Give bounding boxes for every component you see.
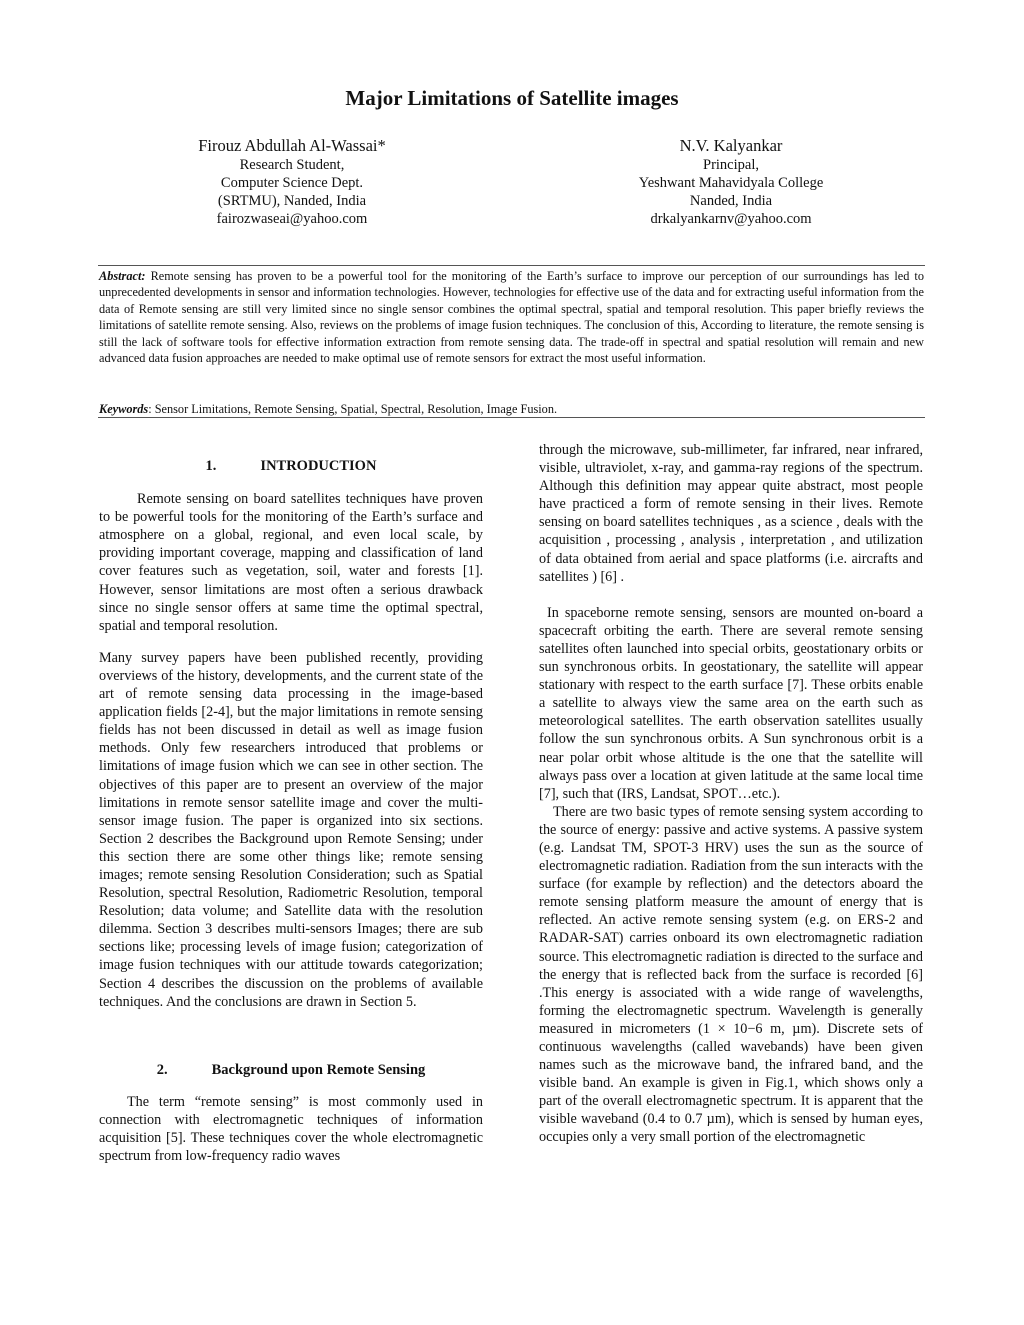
author-email: fairozwaseai@yahoo.com xyxy=(216,211,368,227)
paragraph: The term “remote sensing” is most commonly used in connection with electromagnetic techniques of information acquisition [5]. These techniques cover the whole electromagnetic spectrum from low-frequency radio waves xyxy=(99,1093,483,1165)
author-affiliation-line: Computer Science Dept. xyxy=(220,175,364,191)
section-heading-1 xyxy=(99,457,483,475)
section-heading-2 xyxy=(99,1061,483,1079)
paragraph: Many survey papers have been published recently, providing overviews of the history, developments, and the current state of the art of remote sensing data processing in the image-based application fields [2-4], but the major limitations in remote sensing fields has not been discussed in detail as well as image fusion methods. Only few researchers introduced that problems or limitations of image fusion which we can see in other section. The objectives of this paper are to present an overview of the major limitations in remote sensor satellite image and cover the multi-sensor image fusion. The paper is organized into six sections. Section 2 describes the Background upon Remote Sensing; under this section there are some other things like; remote sensing images; remote sensing Resolution Consideration; such as Spatial Resolution, spectral Resolution, Radiometric Resolution, temporal Resolution; data volume; and Satellite data with the resolution dilemma. Section 3 describes multi-sensors Images; there are sub sections like; processing levels of image fusion; categorization of image fusion techniques with our attitude towards categorization; Section 4 describes the discussion on the problems of available techniques. And the conclusions are drawn in Section 5. xyxy=(99,649,483,1010)
keywords xyxy=(99,401,924,417)
author-block-1 xyxy=(132,136,452,228)
paper-title: Major Limitations of Satellite images xyxy=(345,86,679,110)
section-number: 2. xyxy=(156,1061,168,1078)
author-name: N.V. Kalyankar xyxy=(679,136,783,155)
abstract-text: Remote sensing has proven to be a powerful tool for the monitoring of the Earth’s surface to improve our perception of our surroundings has led to unprecedented developments in sensor and information technologies. However, technologies for effective use of the data and for extracting useful information from the data of Remote sensing are still very limited since no single sensor combines the optimal spectral, spatial and temporal resolution. This paper briefly reviews the limitations of satellite remote sensing. Also, reviews on the problems of image fusion techniques. The conclusion of this, According to literature, the remote sensing is still the lack of software tools for effective information extraction from remote sensing data. The trade-off in spectral and spatial resolution will remain and new advanced data fusion approaches are needed to make optimal use of remote sensors for extract the most useful information. xyxy=(99,269,924,366)
author-affiliation-line: Research Student, xyxy=(239,157,345,173)
section-number: 1. xyxy=(205,458,217,474)
author-affiliation-line: Nanded, India xyxy=(689,193,773,209)
keywords-text: : Sensor Limitations, Remote Sensing, Spatial, Spectral, Resolution, Image Fusion. xyxy=(148,402,558,416)
section-title: INTRODUCTION xyxy=(260,458,377,474)
author-affiliation-line: Yeshwant Mahavidyala College xyxy=(638,175,824,191)
author-email: drkalyankarnv@yahoo.com xyxy=(650,211,812,227)
abstract-top-rule xyxy=(98,265,925,266)
paragraph: There are two basic types of remote sensing system according to the source of energy: passive and active systems. A passive system (e.g. Landsat TM, SPOT-3 HRV) uses the sun as the source of electromagnetic radiation. Radiation from the sun interacts with the surface (for example by reflection) and the detectors aboard the remote sensing platform measure the amount of energy that is reflected. An active remote sensing system (e.g. on ERS-2 and RADAR-SAT) carries onboard its own electromagnetic radiation source. This electromagnetic radiation is directed to the surface and the energy that is reflected back from the surface is recorded [6] .This energy is associated with a wide range of wavelengths, forming the electromagnetic spectrum. Wavelength is generally measured in micrometers (1 × 10−6 m, µm). Discrete sets of continuous wavelengths (called wavebands) have been given names such as the microwave band, the infrared band, and the visible band. An example is given in Fig.1, which shows only a part of the overall electromagnetic spectrum. It is apparent that the visible waveband (0.4 to 0.7 µm), which is sensed by human eyes, occupies only a very small portion of the electromagnetic xyxy=(539,803,923,1146)
abstract-bottom-rule xyxy=(98,417,925,418)
right-column xyxy=(539,441,923,1147)
left-column xyxy=(99,457,483,1165)
keywords-label: Keywords xyxy=(99,402,149,416)
author-affiliation-line: (SRTMU), Nanded, India xyxy=(217,193,367,209)
author-name: Firouz Abdullah Al-Wassai* xyxy=(198,136,386,155)
author-affiliation-line: Principal, xyxy=(703,157,759,173)
section-title: Background upon Remote Sensing xyxy=(211,1061,426,1078)
paragraph: through the microwave, sub-millimeter, far infrared, near infrared, visible, ultraviolet, x-ray, and gamma-ray regions of the spectrum. Although this definition may appear quite abstract, most people have practiced a form of remote sensing in their lives. Remote sensing on board satellites techniques , as a science , deals with the acquisition , processing , analysis , interpretation , and utilization of data obtained from aerial and space platforms (i.e. aircrafts and satellites ) [6] . xyxy=(539,442,923,585)
abstract-label: Abstract: xyxy=(99,269,146,283)
paragraph: In spaceborne remote sensing, sensors are mounted on-board a spacecraft orbiting the earth. There are several remote sensing satellites often launched into special orbits, geostationary orbits or sun synchronous orbits. In geostationary, the satellite will appear stationary with respect to the earth surface [7]. These orbits enable a satellite to always view the same area on the earth such as meteorological satellites. The earth observation satellites usually follow the sun synchronous orbits. A Sun synchronous orbit is a near polar orbit whose altitude is the one that the satellite will always pass over a location at given latitude at the same local time [7], such that (IRS, Landsat, SPOT…etc.). xyxy=(539,604,923,802)
author-block-2 xyxy=(571,136,891,228)
abstract xyxy=(99,268,924,366)
paragraph: Remote sensing on board satellites techniques have proven to be powerful tools for the monitoring of the Earth’s surface and atmosphere on a global, regional, and even local scale, by providing important coverage, mapping and classification of land cover features such as vegetation, soil, water and forests [1]. However, sensor limitations are most often a serious drawback since no single sensor offers at same time the optimal spectral, spatial and temporal resolution. xyxy=(99,491,483,634)
